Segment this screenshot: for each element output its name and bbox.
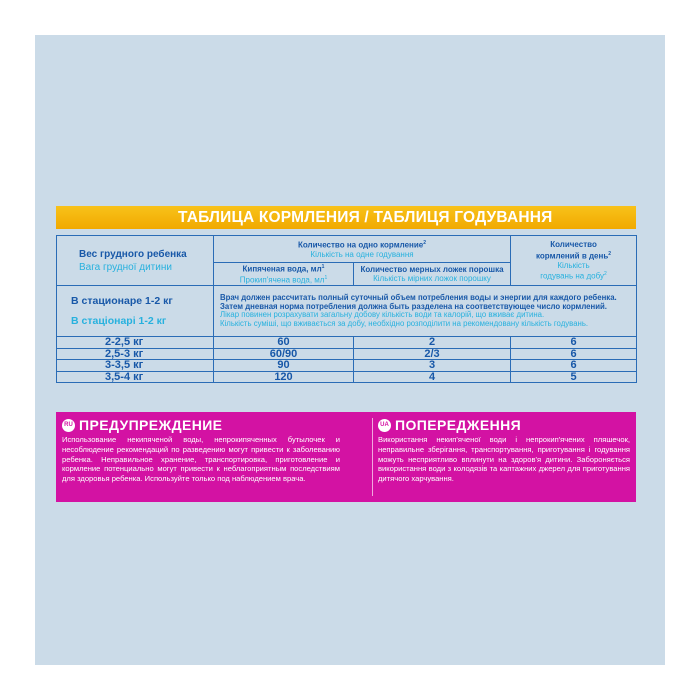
doctor-note-ua-2: Кількість суміші, що вживається за добу, необхідно розподілити на рекомендовану кількість годувань. bbox=[220, 318, 589, 328]
table-row bbox=[57, 337, 637, 349]
warning-ua-title: ПОПЕРЕДЖЕННЯ bbox=[395, 417, 522, 433]
weight-header bbox=[57, 236, 214, 286]
superscript: 1 bbox=[324, 275, 328, 282]
doctor-note bbox=[214, 286, 637, 337]
per-feeding-header-ru: Количество на одно кормление bbox=[297, 240, 424, 250]
hospital-cell bbox=[57, 286, 214, 337]
row-spoons: 2 bbox=[354, 337, 511, 349]
per-feeding-header-ua: Кількість на одне годування bbox=[310, 249, 414, 259]
superscript: 2 bbox=[603, 271, 607, 278]
superscript: 1 bbox=[321, 264, 325, 270]
warning-ua-text: Використання некип'яченої води і непрокип'ячених пляшечок, неправильне зберігання, транспортування, приготування і годування можуть несприятливо вплинути на здоров'я дитини. Забороняється використання води з колодязів та каптажних джерел для приготування дитячого харчування. bbox=[378, 435, 630, 484]
row-water: 120 bbox=[214, 371, 354, 383]
doctor-note-ru-1: Врач должен рассчитать полный суточный объем потребления воды и энергии для каждого ребенка. bbox=[220, 293, 617, 303]
per-feeding-header bbox=[214, 236, 511, 263]
superscript: 2 bbox=[423, 239, 427, 246]
feeding-table-title: ТАБЛИЦА КОРМЛЕНИЯ / ТАБЛИЦЯ ГОДУВАННЯ bbox=[56, 206, 636, 229]
water-header-ua: Прокип'ячена вода, мл bbox=[239, 275, 325, 285]
table-header-row bbox=[57, 236, 637, 263]
table-row bbox=[57, 360, 637, 372]
row-water: 60/90 bbox=[214, 348, 354, 360]
ua-badge-icon: UA bbox=[378, 419, 391, 432]
superscript: 2 bbox=[608, 250, 612, 257]
warning-box bbox=[56, 412, 636, 502]
doctor-note-ua-1: Лікар повинен розрахувати загальну добову кількість води та калорій, що вживає дитина. bbox=[220, 310, 545, 320]
warning-ru bbox=[62, 416, 340, 484]
hospital-ua: В стаціонарі 1-2 кг bbox=[71, 315, 167, 328]
spoons-header bbox=[354, 263, 511, 286]
spoons-header-ua: Кількість мірних ложок порошку bbox=[373, 274, 491, 284]
per-day-header-ru-1: Количество bbox=[550, 240, 597, 249]
weight-header-ru: Вес грудного ребенка bbox=[79, 248, 187, 260]
row-weight: 2-2,5 кг bbox=[57, 337, 214, 349]
ru-badge-icon: RU bbox=[62, 419, 75, 432]
row-water: 60 bbox=[214, 337, 354, 349]
row-feedings: 6 bbox=[511, 360, 637, 372]
table-row bbox=[57, 371, 637, 383]
row-feedings: 6 bbox=[511, 348, 637, 360]
row-weight: 3,5-4 кг bbox=[57, 371, 214, 383]
table-row bbox=[57, 348, 637, 360]
per-day-header bbox=[511, 236, 637, 286]
row-weight: 3-3,5 кг bbox=[57, 360, 214, 372]
water-header bbox=[214, 263, 354, 286]
row-spoons: 3 bbox=[354, 360, 511, 372]
row-feedings: 5 bbox=[511, 371, 637, 383]
spoons-header-ru: Количество мерных ложек порошка bbox=[360, 264, 504, 274]
weight-header-ua: Вага грудної дитини bbox=[79, 261, 172, 273]
per-day-header-ua-2: годувань на добу bbox=[540, 271, 604, 281]
row-feedings: 6 bbox=[511, 337, 637, 349]
per-day-header-ua-1: Кількість bbox=[557, 260, 590, 270]
warning-ru-text: Использование некипяченой воды, непрокипяченных бутылочек и несоблюдение рекомендаций по разведению могут привести к заболеванию ребенка. Неправильное хранение, транспортировка, приготовление и кормление потенциально могут привести к неблагоприятным последствиям для здоровья ребенка. Используйте только под наблюдением врача. bbox=[62, 435, 340, 484]
row-weight: 2,5-3 кг bbox=[57, 348, 214, 360]
row-spoons: 2/3 bbox=[354, 348, 511, 360]
per-day-header-ru-2: кормлений в день bbox=[536, 251, 609, 261]
warning-ua bbox=[378, 416, 630, 484]
water-header-ru: Кипяченая вода, мл bbox=[242, 264, 322, 274]
doctor-note-ru-2: Затем дневная норма потребления должна быть разделена на соответствующее число кормлений. bbox=[220, 301, 607, 311]
warning-divider bbox=[372, 418, 373, 496]
hospital-row bbox=[57, 286, 637, 337]
warning-ru-title: ПРЕДУПРЕЖДЕНИЕ bbox=[79, 417, 223, 433]
row-water: 90 bbox=[214, 360, 354, 372]
feeding-table bbox=[56, 235, 637, 383]
hospital-ru: В стационаре 1-2 кг bbox=[71, 295, 173, 308]
row-spoons: 4 bbox=[354, 371, 511, 383]
